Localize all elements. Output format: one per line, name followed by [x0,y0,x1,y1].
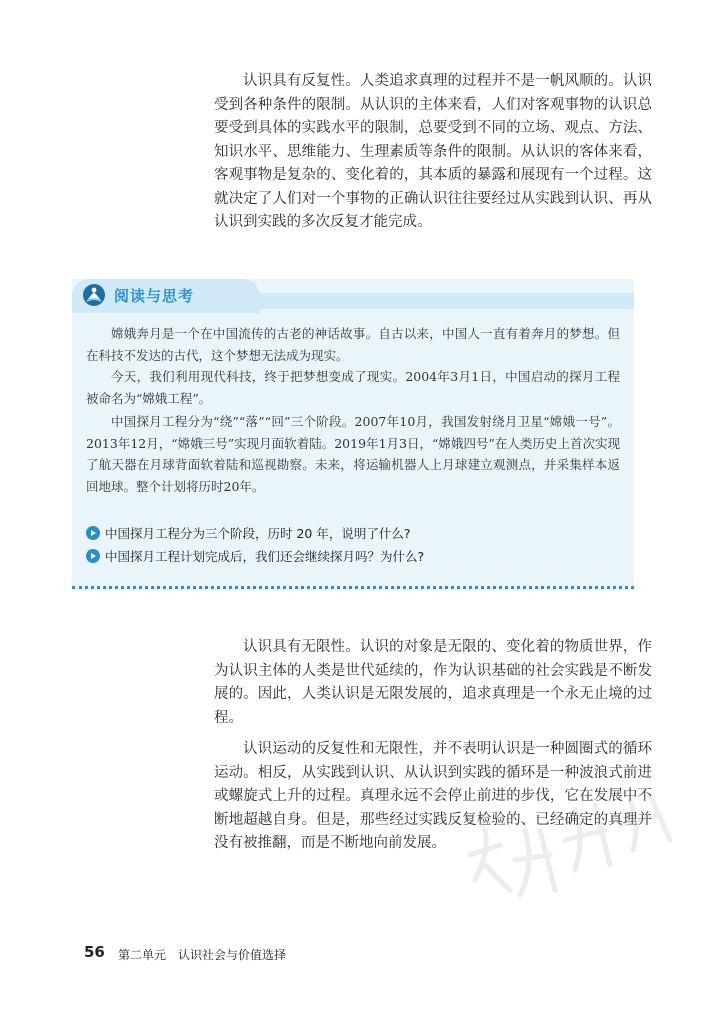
play-bullet-icon [86,526,100,540]
play-bullet-icon [86,549,100,563]
watermark-mark [455,770,695,910]
question-item [86,525,620,543]
reading-box-paragraph: 嫦娥奔月是一个在中国流传的古老的神话故事。自古以来，中国人一直有着奔月的梦想。但在科技不发达的古代，这个梦想无法成为现实。 [86,326,620,363]
paragraph-spiral: 认识运动的反复性和无限性，并不表明认识是一种圆圈式的循环运动。相反，从实践到认识、从认识到实践的循环是一种波浪式前进或螺旋式上升的过程。真理永远不会停止前进的步伐，它在发展中不断地超越自身。但是，那些经过实践反复检验的、已经确定的真理并没有被推翻，而是不断地向前发展。 [214,741,652,851]
paragraph-infinity: 认识具有无限性。认识的对象是无限的、变化着的物质世界，作为认识主体的人类是世代延续的，作为认识基础的社会实践是不断发展的。因此，人类认识是无限发展的，追求真理是一个永无止境的过程。 [214,639,652,726]
running-footer: 第二单元 认识社会与价值选择 [118,948,287,962]
page-number: 56 [84,943,105,961]
reading-thinking-icon [82,283,106,307]
reading-box-paragraph: 今天，我们利用现代科技，终于把梦想变成了现实。2004年3月1日，中国启动的探月工程被命名为“嫦娥工程”。 [86,369,620,406]
question-text: 中国探月工程计划完成后，我们还会继续探月吗？为什么? [105,549,425,564]
paragraph-repetitiveness: 认识具有反复性。人类追求真理的过程并不是一帆风顺的。认识受到各种条件的限制。从认识的主体来看，人们对客观事物的认识总要受到具体的实践水平的限制，总要受到不同的立场、观点、方法、知识水平、思维能力、生理素质等条件的限制。从认识的客体来看，客观事物是复杂的、变化着的，其本质的暴露和展现有一个过程。这就决定了人们对一个事物的正确认识往往要经过从实践到认识、再从认识到实践的多次反复才能完成。 [214,73,652,230]
question-item [86,548,620,566]
question-text: 中国探月工程分为三个阶段，历时 20 年，说明了什么? [105,526,411,541]
reading-box-title: 阅读与思考 [114,287,195,305]
dotted-divider [72,586,634,589]
reading-box-paragraph: 中国探月工程分为“绕”“落”“回”三个阶段。2007年10月，我国发射绕月卫星“嫦娥一号”。2013年12月，“嫦娥三号”实现月面软着陆。2019年1月3日，“嫦娥四号”在人类历史上首次实现了航天器在月球背面软着陆和巡视勘察。未来，将运输机器人上月球建立观测点，并采集样本返回地球。整个计划将历时20年。 [86,414,620,494]
